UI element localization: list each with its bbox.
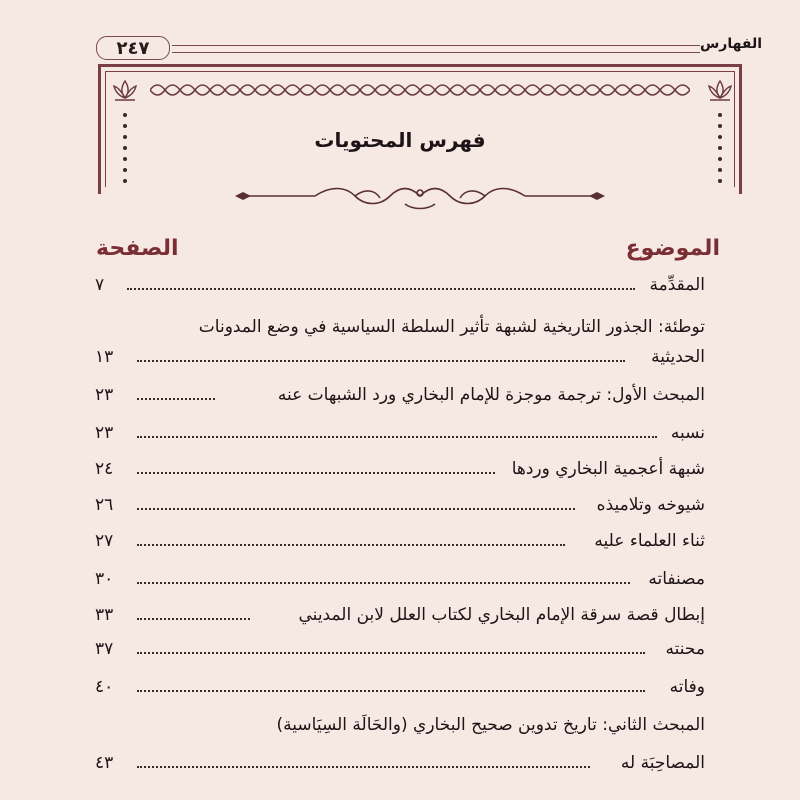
toc-entry-text: المقدِّمة	[649, 275, 705, 295]
toc-entry-text: نسبه	[670, 423, 705, 443]
toc-entry-page: ٧	[95, 275, 105, 295]
toc-entry-text: محنته	[665, 639, 705, 659]
toc-entry-page: ٢٣	[95, 423, 114, 443]
toc-entry-page: ٢٦	[95, 495, 114, 515]
toc-entry-page: ٣٧	[95, 639, 114, 659]
toc-entry-page: ٣٠	[95, 569, 114, 589]
toc-entry-page: ٤٣	[95, 753, 114, 773]
header-rule	[172, 45, 700, 53]
dot-leader	[137, 508, 575, 510]
toc-entry-text: المبحث الثاني: تاريخ تدوين صحيح البخاري (والحَالَة السِيَاسية)	[276, 715, 705, 735]
dot-leader	[137, 582, 630, 584]
dot-leader	[137, 360, 625, 362]
dot-leader	[127, 288, 635, 290]
toc-entry-page: ١٣	[95, 347, 114, 367]
toc-entry-page: ٢٣	[95, 385, 114, 405]
column-header-topic: الموضوع	[625, 236, 720, 261]
chain-ornament	[150, 80, 690, 100]
toc-entry-text: وفاته	[669, 677, 705, 697]
toc-entry-page: ٢٧	[95, 531, 114, 551]
toc-entry-text: المصاحِبَة له	[620, 753, 705, 773]
toc-title: فهرس المحتويات	[314, 128, 486, 152]
toc-entry-text: شيوخه وتلاميذه	[596, 495, 705, 515]
lotus-icon-left	[110, 78, 140, 104]
page-number	[96, 36, 170, 60]
dot-leader	[137, 690, 645, 692]
dot-leader	[137, 436, 657, 438]
divider-ornament	[235, 182, 605, 212]
toc-entry-page: ٣٣	[95, 605, 114, 625]
toc-entry-text: شبهة أعجمية البخاري وردها	[511, 459, 705, 479]
page-number-text: ٢٤٧	[116, 37, 150, 59]
toc-entry-text: توطئة: الجذور التاريخية لشبهة تأثير السلطة السياسية في وضع المدونات	[198, 317, 705, 337]
dot-leader	[137, 652, 645, 654]
dot-leader	[137, 398, 215, 400]
toc-entry-text: المبحث الأول: ترجمة موجزة للإمام البخاري ورد الشبهات عنه	[277, 385, 705, 405]
running-title: الفهارس	[699, 36, 762, 52]
toc-entry-text: مصنفاته	[648, 569, 705, 589]
toc-entry-text-continued: الحديثية	[651, 347, 705, 367]
dot-leader	[137, 766, 590, 768]
toc-entry-text: ثناء العلماء عليه	[594, 531, 705, 551]
toc-entry-page: ٢٤	[95, 459, 114, 479]
toc-entry-text: إبطال قصة سرقة الإمام البخاري لكتاب العلل لابن المديني	[298, 605, 705, 625]
lotus-icon-right	[705, 78, 735, 104]
column-header-page: الصفحة	[96, 236, 179, 261]
dot-leader	[137, 472, 495, 474]
toc-entry-page: ٤٠	[95, 677, 114, 697]
dot-leader	[137, 544, 565, 546]
dot-leader	[137, 618, 250, 620]
